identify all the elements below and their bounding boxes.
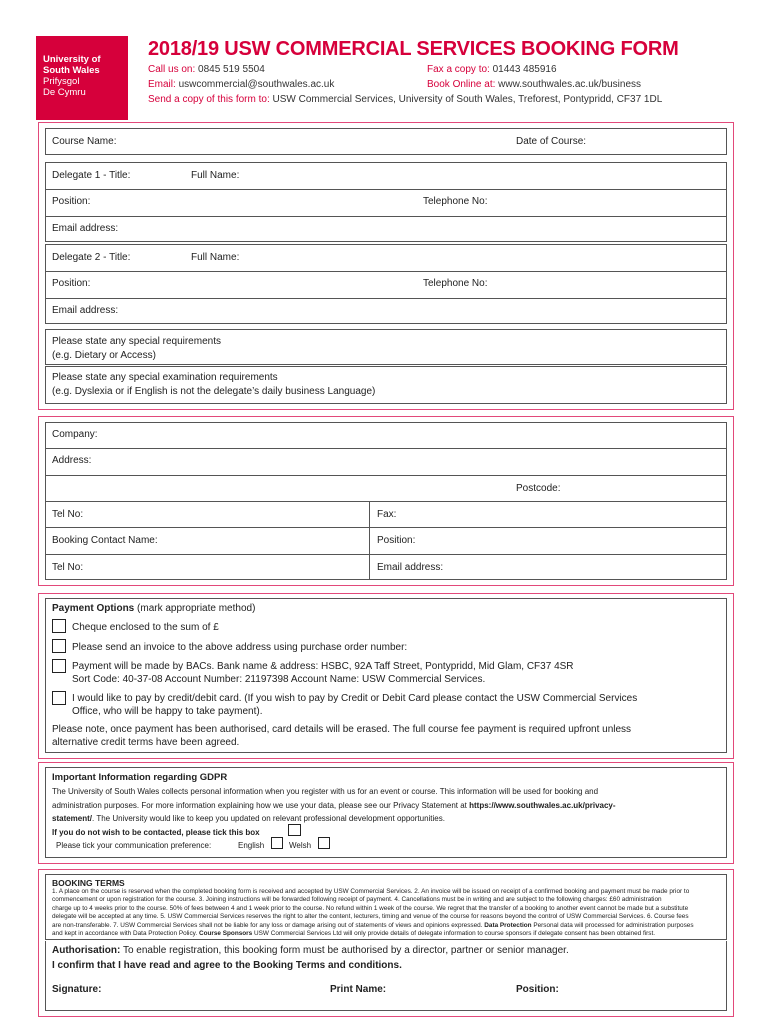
date-of-course-label: Date of Course: <box>516 136 587 147</box>
gdpr-line-2-text: administration purposes. For more information explaining how we use your data, please see our Privacy Statement at <box>52 801 467 810</box>
page-title: 2018/19 USW COMMERCIAL SERVICES BOOKING FORM <box>148 38 679 60</box>
delegate-2-block <box>45 244 727 324</box>
delegate-1-position-label[interactable]: Position: <box>52 196 91 207</box>
signature-label[interactable]: Signature: <box>52 984 102 995</box>
card-checkbox[interactable] <box>52 691 66 705</box>
invoice-checkbox[interactable] <box>52 639 66 653</box>
delegate-2-telephone-label[interactable]: Telephone No: <box>423 278 488 289</box>
gdpr-line-3 <box>52 812 445 825</box>
email-label: Email: <box>148 79 176 90</box>
call-us <box>148 64 265 75</box>
fax-copy <box>427 64 557 75</box>
confirm-terms: I confirm that I have read and agree to the Booking Terms and conditions. <box>52 960 402 971</box>
call-value: 0845 519 5504 <box>198 64 265 75</box>
special-requirements-field[interactable] <box>45 329 727 365</box>
payment-note-line-1: Please note, once payment has been authorised, card details will be erased. The full course fee payment is required upfront unless <box>52 724 632 735</box>
option-bacs-line-2: Sort Code: 40-37-08 Account Number: 21197398 Account Name: USW Commercial Services. <box>72 674 486 685</box>
gdpr-line-1: The University of South Wales collects personal information when you register with us for an event or course. This information will be used for booking and <box>52 787 599 796</box>
terms-line-3: charge up to 4 weeks prior to the course. 50% of fees between 4 and 1 week prior to the course. No refund within 1 week of the course. We regret that the transfer of a booking to another event cannot be made but a substitute <box>52 904 689 912</box>
exam-requirements-line-1: Please state any special examination requirements <box>52 372 278 383</box>
welsh-checkbox[interactable] <box>318 837 330 849</box>
signatory-position-label[interactable]: Position: <box>516 984 559 995</box>
delegate-1-title-label[interactable]: Delegate 1 - Title: <box>52 170 131 181</box>
send-value: USW Commercial Services, University of South Wales, Treforest, Pontypridd, CF37 1DL <box>272 94 663 105</box>
delegate-1-fullname-label[interactable]: Full Name: <box>191 170 240 181</box>
tel-no-label[interactable]: Tel No: <box>52 509 84 520</box>
authorisation-label: Authorisation: <box>52 945 121 956</box>
terms-line-1: 1. A place on the course is reserved when the completed booking form is received and accepted by USW Commercial Services. 2. An invoice will be issued on receipt of a confirmed booking and payment must be made prior to <box>52 888 690 895</box>
welsh-label: Welsh <box>289 841 312 850</box>
payment-heading-title: Payment Options <box>52 603 135 614</box>
privacy-statement-link-end[interactable]: statement/ <box>52 814 93 823</box>
communication-preference-label: Please tick your communication preference: <box>56 841 212 850</box>
fax-label: Fax a copy to: <box>427 64 490 75</box>
booking-contact-name-label[interactable]: Booking Contact Name: <box>52 535 158 546</box>
english-checkbox[interactable] <box>271 837 283 849</box>
booking-terms-text <box>52 888 722 938</box>
course-name-label: Course Name: <box>52 136 117 147</box>
gdpr-line-3-text: . The University would like to keep you updated on relevant professional development opportunities. <box>92 814 445 823</box>
logo-line-2: South Wales <box>43 65 100 76</box>
logo-line-1: University of <box>43 54 101 65</box>
terms-line-6-c: USW Commercial Services Ltd will only provide details of delegate information to course sponsors if delegate consent has been obtained first. <box>254 930 656 938</box>
special-requirements-line-2: (e.g. Dietary or Access) <box>52 350 156 361</box>
delegate-1-telephone-label[interactable]: Telephone No: <box>423 196 488 207</box>
terms-line-5-a: are non-transferable. 7. USW Commercial Services shall not be liable for any loss or damage arising out of statements of views and opinions expressed. <box>52 921 483 929</box>
delegate-2-title-label[interactable]: Delegate 2 - Title: <box>52 252 131 263</box>
logo-line-4: De Cymru <box>43 87 86 98</box>
payment-note-line-2: alternative credit terms have been agreed. <box>52 737 240 748</box>
cheque-checkbox[interactable] <box>52 619 66 633</box>
option-cheque-label: Cheque enclosed to the sum of £ <box>72 622 219 633</box>
email-contact <box>148 79 334 90</box>
payment-heading-note: (mark appropriate method) <box>137 603 256 614</box>
payment-heading <box>52 602 255 615</box>
terms-line-5-c: Personal data will processed for administration purposes <box>533 921 694 929</box>
terms-line-5-b: Data Protection <box>484 921 532 929</box>
delegate-2-fullname-label[interactable]: Full Name: <box>191 252 240 263</box>
authorisation-statement <box>52 944 569 957</box>
terms-line-4: delegate will be accepted at any time. 5. USW Commercial Services reserves the right to alter the content, lecturers, timing and venue of the course for reasons beyond the control of USW Commercial Services. 6. Course fees <box>52 913 689 921</box>
terms-line-6 <box>52 930 722 938</box>
exam-requirements-line-2: (e.g. Dyslexia or if English is not the delegate’s daily business Language) <box>52 386 376 397</box>
bacs-checkbox[interactable] <box>52 659 66 673</box>
no-contact-checkbox[interactable] <box>288 824 301 836</box>
gdpr-line-2 <box>52 799 616 812</box>
company-label[interactable]: Company: <box>52 429 98 440</box>
email-value[interactable]: uswcommercial@southwales.ac.uk <box>178 79 335 90</box>
contact-tel-label[interactable]: Tel No: <box>52 562 84 573</box>
call-label: Call us on: <box>148 64 196 75</box>
logo-line-3: Prifysgol <box>43 76 80 87</box>
no-contact-label: If you do not wish to be contacted, please tick this box <box>52 828 260 837</box>
terms-line-2: commencement or upon registration for the course. 3. Joining instructions will be forwarded following receipt of payment. 4. Cancellations must be in writing and are subject to the following charges: £60 administration <box>52 896 662 904</box>
terms-line-5 <box>52 922 722 930</box>
course-row[interactable] <box>45 128 727 155</box>
privacy-statement-link[interactable]: https://www.southwales.ac.uk/privacy- <box>469 801 616 810</box>
fax-field-label[interactable]: Fax: <box>377 509 397 520</box>
delegate-2-email-label[interactable]: Email address: <box>52 305 119 316</box>
gdpr-heading: Important Information regarding GDPR <box>52 772 228 783</box>
delegate-1-block <box>45 162 727 242</box>
booking-terms-heading: BOOKING TERMS <box>52 878 125 888</box>
delegate-1-email-label[interactable]: Email address: <box>52 223 119 234</box>
booking-terms-block <box>45 874 727 940</box>
option-card-line-1: I would like to pay by credit/debit card. (If you wish to pay by Credit or Debit Card please contact the USW Commercial Services <box>72 693 638 704</box>
authorisation-text: To enable registration, this booking form must be authorised by a director, partner or senior manager. <box>122 945 569 956</box>
exam-requirements-field[interactable] <box>45 366 727 404</box>
book-online <box>427 79 641 90</box>
address-label[interactable]: Address: <box>52 455 92 466</box>
terms-line-6-b: Course Sponsors <box>198 930 253 938</box>
english-label: English <box>238 841 265 850</box>
gdpr-block <box>45 767 727 858</box>
book-value[interactable]: www.southwales.ac.uk/business <box>498 79 642 90</box>
book-label: Book Online at: <box>427 79 496 90</box>
send-label: Send a copy of this form to: <box>148 94 270 105</box>
special-requirements-line-1: Please state any special requirements <box>52 336 221 347</box>
option-bacs-line-1: Payment will be made by BACs. Bank name & address: HSBC, 92A Taff Street, Pontypridd, Mid Glam, CF37 4SR <box>72 661 574 672</box>
company-block <box>45 422 727 580</box>
print-name-label[interactable]: Print Name: <box>330 984 387 995</box>
option-card-line-2: Office, who will be happy to take payment). <box>72 706 263 717</box>
option-invoice-label: Please send an invoice to the above address using purchase order number: <box>72 642 408 653</box>
delegate-2-position-label[interactable]: Position: <box>52 278 91 289</box>
university-logo <box>36 36 128 120</box>
send-copy <box>148 94 662 105</box>
payment-block <box>45 598 727 753</box>
postcode-label[interactable]: Postcode: <box>516 483 561 494</box>
authorisation-block <box>45 941 727 1011</box>
fax-value: 01443 485916 <box>492 64 557 75</box>
terms-line-6-a: and kept in accordance with Data Protection Policy. <box>52 930 198 938</box>
booking-contact-position-label[interactable]: Position: <box>377 535 416 546</box>
contact-email-label[interactable]: Email address: <box>377 562 444 573</box>
